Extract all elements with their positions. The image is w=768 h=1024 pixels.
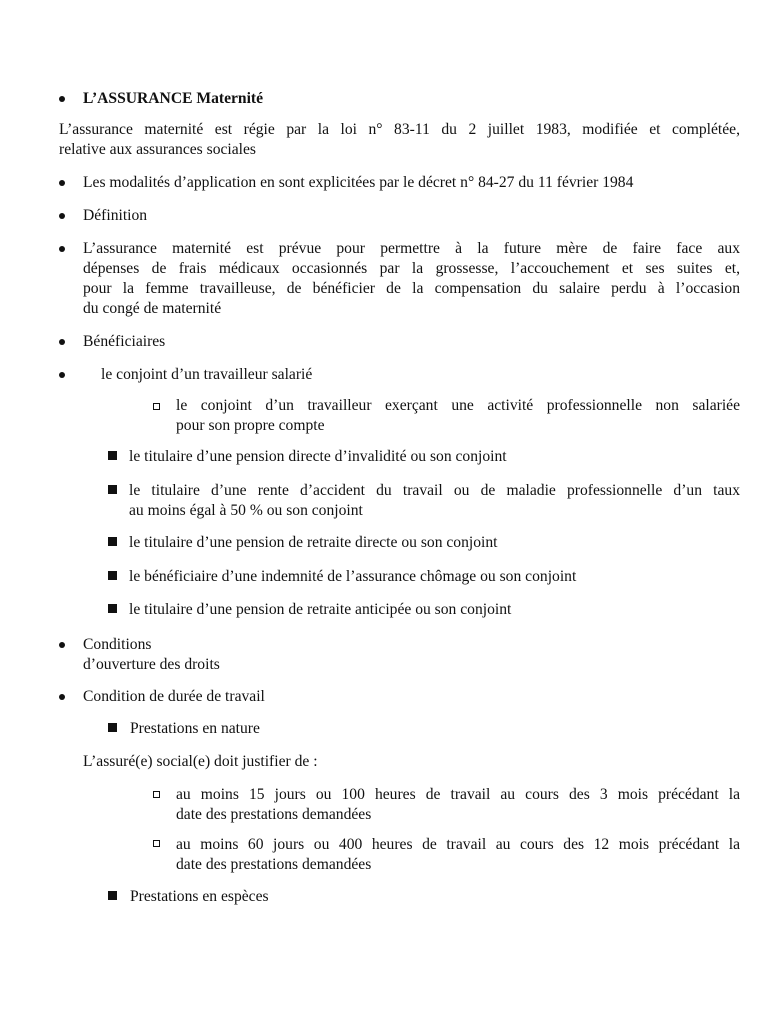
- conditions-title: [83, 635, 220, 675]
- beneficiaire-item-5: le titulaire d’une pension de retraite anticipée ou son conjoint: [129, 601, 512, 618]
- heading: L’ASSURANCE Maternité: [83, 90, 264, 107]
- bullet-dot: [59, 339, 65, 345]
- justification-1-line-2: date des prestations demandées: [176, 806, 372, 823]
- modalites-line: Les modalités d’application en sont explicitées par le décret n° 84-27 du 11 février 1984: [83, 174, 634, 191]
- bullet-dot: [59, 180, 65, 186]
- justification-2-line-1: au moins 60 jours ou 400 heures de travail au cours des 12 mois précédant la: [176, 836, 740, 853]
- beneficiaire-item-1: le titulaire d’une pension directe d’invalidité ou son conjoint: [129, 448, 507, 465]
- conjoint-non-salarie: [176, 396, 740, 436]
- conjoint-salarie: le conjoint d’un travailleur salarié: [101, 366, 313, 383]
- square-bullet: [108, 723, 117, 732]
- bullet-dot: [59, 96, 65, 102]
- bullet-dot: [59, 642, 65, 648]
- assure-justifier: L’assuré(e) social(e) doit justifier de :: [83, 753, 318, 770]
- justification-1-line-1: au moins 15 jours ou 100 heures de travail au cours des 3 mois précédant la: [176, 786, 740, 803]
- prestations-nature: Prestations en nature: [130, 720, 260, 737]
- definition-line-4: du congé de maternité: [83, 300, 222, 317]
- conjoint-non-salarie-line-2: pour son propre compte: [176, 417, 325, 434]
- beneficiaire-item-2: [129, 481, 740, 521]
- prestations-especes: Prestations en espèces: [130, 888, 269, 905]
- definition-line-1: L’assurance maternité est prévue pour permettre à la future mère de faire face aux: [83, 240, 740, 257]
- definition-line-2: dépenses de frais médicaux occasionnés par la grossesse, l’accouchement et ses suites et,: [83, 260, 740, 277]
- definition-line-3: pour la femme travailleuse, de bénéficier de la compensation du salaire perdu à l’occasion: [83, 280, 740, 297]
- hollow-square-bullet: [153, 791, 160, 798]
- hollow-square-bullet: [153, 840, 160, 847]
- bullet-dot: [59, 246, 65, 252]
- square-bullet: [108, 604, 117, 613]
- square-bullet: [108, 485, 117, 494]
- beneficiaire-item-2-line-2: au moins égal à 50 % ou son conjoint: [129, 502, 363, 519]
- definition-title: Définition: [83, 207, 148, 224]
- bullet-dot: [59, 372, 65, 378]
- condition-duree: Condition de durée de travail: [83, 688, 265, 705]
- bullet-dot: [59, 213, 65, 219]
- intro-line-1: L’assurance maternité est régie par la loi n° 83-11 du 2 juillet 1983, modifiée et complétée,: [59, 121, 740, 138]
- conditions-line-2: d’ouverture des droits: [83, 656, 220, 673]
- beneficiaire-item-3: le titulaire d’une pension de retraite directe ou son conjoint: [129, 534, 498, 551]
- square-bullet: [108, 571, 117, 580]
- square-bullet: [108, 891, 117, 900]
- intro-paragraph: [59, 120, 740, 160]
- beneficiaires-title: Bénéficiaires: [83, 333, 166, 350]
- justification-2-line-2: date des prestations demandées: [176, 856, 372, 873]
- square-bullet: [108, 537, 117, 546]
- definition-paragraph: [83, 239, 740, 319]
- beneficiaire-item-4: le bénéficiaire d’une indemnité de l’assurance chômage ou son conjoint: [129, 568, 577, 585]
- conditions-line-1: Conditions: [83, 636, 152, 653]
- square-bullet: [108, 451, 117, 460]
- intro-line-2: relative aux assurances sociales: [59, 141, 257, 158]
- justification-2: [176, 835, 740, 875]
- bullet-dot: [59, 694, 65, 700]
- conjoint-non-salarie-line-1: le conjoint d’un travailleur exerçant une activité professionnelle non salariée: [176, 397, 740, 414]
- beneficiaire-item-2-line-1: le titulaire d’une rente d’accident du travail ou de maladie professionnelle d’un taux: [129, 482, 740, 499]
- justification-1: [176, 785, 740, 825]
- hollow-square-bullet: [153, 403, 160, 410]
